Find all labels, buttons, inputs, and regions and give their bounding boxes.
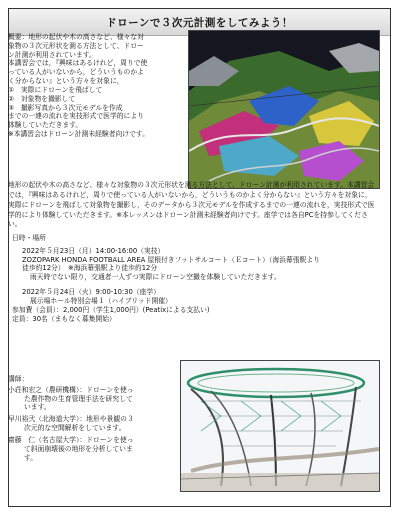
fee: 参加費（会員）：2,000円（学生1,000円）(Peatixによる支払い) (12, 305, 210, 314)
intro-line: ※本講習会はドローン計測未経験者向けです。 (8, 130, 149, 139)
page-title: ドローンで３次元計測をしてみよう！ (106, 17, 293, 29)
lecturer-3-line: す。 (24, 453, 38, 462)
lecturers-heading: 講師： (8, 375, 29, 383)
lecturer-3-line: 齋藤 仁（名古屋大学）：ドローンを使っ (8, 435, 134, 444)
bridge-point-cloud-image (180, 360, 380, 492)
day2-date: 2022年５月24日（火）9:00-10:30（座学） (22, 288, 161, 297)
day1-note: 雨天時でない限り，交通者一人ずつ実際にドローン空撮を体験していただきます。 (30, 273, 281, 282)
day1-date: 2022年５月23日（月）14:00-16:00（実技） (22, 246, 165, 255)
intro-line: ③ 撮影写真から３次元モデルを作成 (8, 103, 123, 112)
lecturer-1-line: た農作物の生育管理手法を研究して (24, 394, 133, 403)
lead-text: 地形の起伏や木の高さなど、様々な対象物の３次元形状を測る方法として、ドローン計測が利用されています。本講習会では，『興味はあるけれど，周りで使っている人がいないから，どういうものかよく分からない』という方々を対象に，実際にドローンを飛ばして対象物を撮影し，そのデータから３次元モデルを作成するまでの一連の流れを，実技形式で医学的により体験していただきます。※本レッスンはドローン計測未経験者向けです。座学では各自PCを持参してください。 (8, 181, 375, 229)
intro-line: ン計測が利用されています。 (8, 50, 96, 59)
intro-line: ② 対象物を撮影して (8, 94, 76, 103)
schedule-heading: 日時・場所 (12, 234, 46, 242)
intro-line: までの一連の流れを実技形式で医学的により (8, 112, 144, 121)
intro-line: ① 実際にドローンを飛ばして (8, 85, 103, 94)
lecturer-3-line: て斜面崩壊後の地形を分析していま (24, 444, 133, 453)
lecturer-1-line: 小荘和宏之（農研機構）：ドローンを使っ (8, 385, 134, 394)
intro-line: 概要：地形の起伏や木の高さなど、様々な対 (8, 33, 144, 41)
day1-place-2: 徒歩約12分） ※海浜幕張駅より徒歩約12分 (22, 264, 158, 273)
lecturer-2-line: 次元的な空間解析をしています。 (24, 424, 126, 433)
intro-text (8, 33, 183, 139)
day1-place-1: ZOZOPARK HONDA FOOTBALL AREA 屋根付きフットサルコート（Ｅコート）（海浜幕張駅より (22, 255, 320, 264)
intro-line: 象物の３次元形状を測る方法として、ドロー (8, 41, 144, 50)
capacity: 定員：30名（まもなく募集開始） (12, 314, 116, 323)
schedule-section (12, 234, 382, 323)
intro-line: 本講習会では，『興味はあるけれど，周りで使 (8, 59, 148, 68)
lecturer-2-line: 早川裕弐（北海道大学）：地形や景観の３ (8, 415, 134, 424)
intro-line: 体験していただきます。 (8, 121, 83, 130)
lead-paragraph (8, 181, 376, 230)
intro-line: っている人がいないから，どういうものかよ (8, 68, 144, 77)
terrain-3d-model-image (188, 30, 380, 189)
day2-place: 展示場ホール特別会場１（ハイブリッド開催） (30, 296, 172, 305)
lecturers-section (8, 375, 134, 462)
intro-line: く分からない』という方々を対象に， (8, 77, 124, 86)
lecturer-1-line: います。 (24, 403, 51, 412)
